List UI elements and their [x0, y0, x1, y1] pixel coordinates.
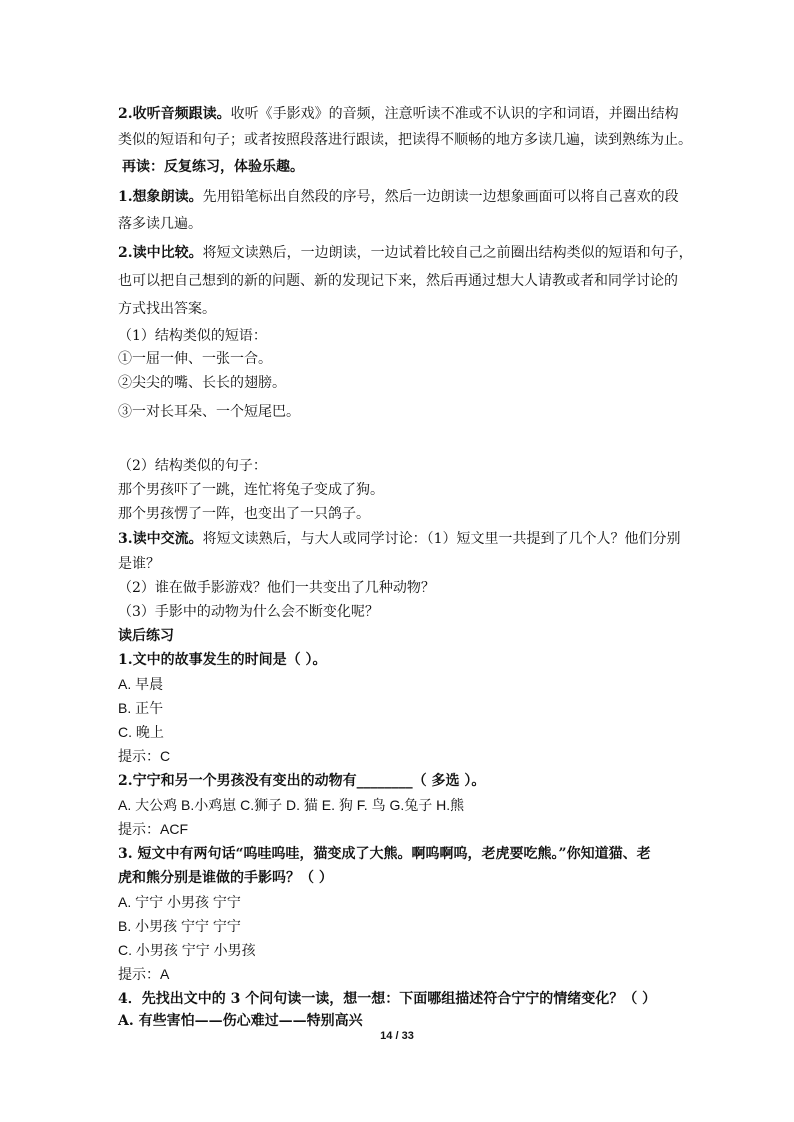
question-1-option-a: A. 早晨 [118, 676, 164, 692]
question-2: 2.宁宁和另一个男孩没有变出的动物有________（ 多选 ）。 [118, 773, 486, 789]
question-3-option-c: C. 小男孩 宁宁 小男孩 [118, 942, 256, 958]
phrase-item: ①一屈一伸、一张一合。 [118, 351, 272, 367]
section-listen-line2: 类似的短语和句子；或者按照段落进行跟读，把读得不顺畅的地方多读几遍，读到熟练为止。 [118, 132, 692, 148]
question-1-hint: 提示：C [118, 748, 171, 764]
sentences-title: （2）结构类似的句子： [118, 458, 267, 474]
question-3-line2: 虎和熊分别是谁做的手影吗？（ ） [118, 870, 333, 886]
exchange-reading-line1: 3.读中交流。将短文读熟后，与大人或同学讨论：（1）短文里一共提到了几个人？他们分别 [118, 531, 681, 547]
question-1: 1.文中的故事发生的时间是（ ）。 [118, 652, 327, 668]
question-2-hint: 提示：ACF [118, 821, 188, 837]
sentence-item: 那个男孩吓了一跳，连忙将兔子变成了狗。 [118, 482, 384, 498]
question-3-option-b: B. 小男孩 宁宁 宁宁 [118, 918, 241, 934]
compare-reading-line3: 方式找出答案。 [118, 301, 216, 317]
phrase-item: ③一对长耳朵、一个短尾巴。 [118, 404, 300, 420]
question-3-line1: 3. 短文中有两句话“呜哇呜哇，猫变成了大熊。啊呜啊呜，老虎要吃熊。”你知道猫、老 [118, 846, 651, 862]
question-3-hint: 提示：A [118, 966, 170, 982]
exchange-question: （3）手影中的动物为什么会不断变化呢？ [118, 604, 379, 620]
question-4-option-a: A. 有些害怕——伤心难过——特别高兴 [118, 1013, 363, 1029]
imagine-reading-line1: 1.想象朗读。先用铅笔标出自然段的序号，然后一边朗读一边想象画面可以将自己喜欢的段 [118, 189, 679, 205]
page-number: 14 / 33 [380, 1030, 414, 1042]
compare-reading-line2: 也可以把自己想到的新的问题、新的发现记下来，然后再通过想大人请教或者和同学讨论的 [118, 273, 678, 289]
phrase-item: ②尖尖的嘴、长长的翅膀。 [118, 375, 286, 391]
section-listen-line1: 2.收听音频跟读。收听《手影戏》的音频，注意听读不准或不认识的字和词语，并圈出结构 [118, 106, 679, 122]
phrases-title: （1）结构类似的短语： [118, 328, 267, 344]
question-4: 4．先找出文中的 3 个问句读一读，想一想：下面哪组描述符合宁宁的情绪变化？（ ） [118, 991, 657, 1007]
exercises-title: 读后练习 [118, 628, 174, 644]
compare-reading-line1: 2.读中比较。将短文读熟后，一边朗读，一边试着比较自己之前圈出结构类似的短语和句子， [118, 245, 693, 261]
question-1-option-c: C. 晚上 [118, 724, 164, 740]
imagine-reading-line2: 落多读几遍。 [118, 216, 202, 232]
question-2-options: A. 大公鸡 B.小鸡崽 C.狮子 D. 猫 E. 狗 F. 鸟 G.兔子 H.熊 [118, 797, 465, 813]
sentence-item: 那个男孩愣了一阵，也变出了一只鸽子。 [118, 506, 370, 522]
question-1-option-b: B. 正午 [118, 700, 164, 716]
exchange-question: （2）谁在做手影游戏？他们一共变出了几种动物？ [118, 580, 435, 596]
question-3-option-a: A. 宁宁 小男孩 宁宁 [118, 894, 241, 910]
exchange-reading-line2: 是谁？ [118, 556, 160, 572]
reread-title: 再读：反复练习，体验乐趣。 [122, 159, 304, 175]
